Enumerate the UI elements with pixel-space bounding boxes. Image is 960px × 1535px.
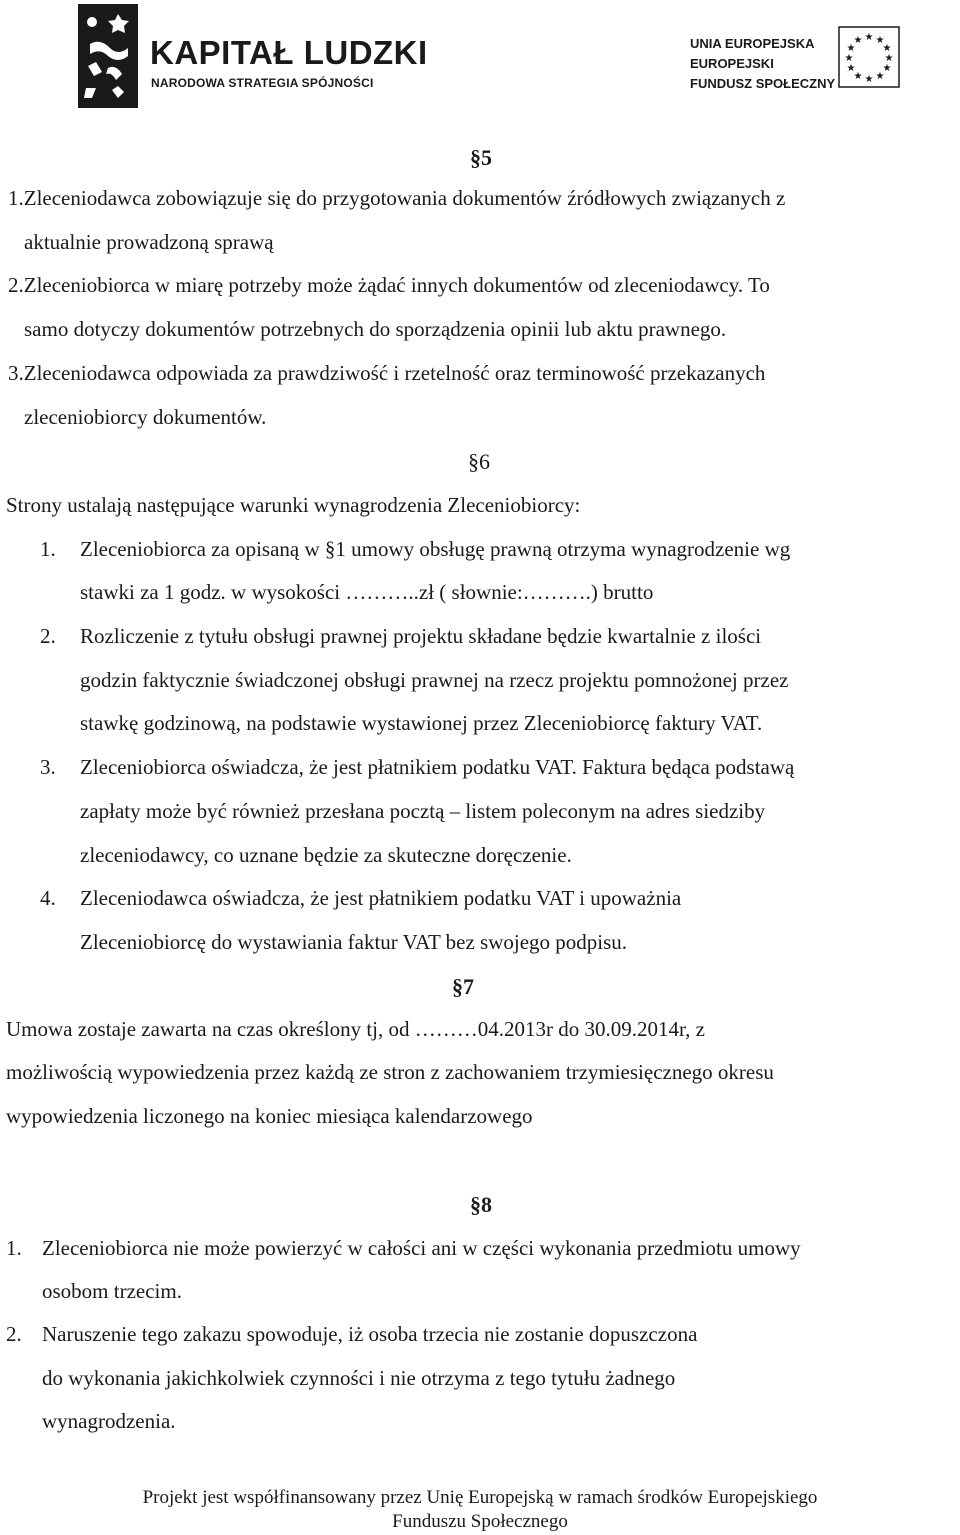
s6-item2-line2: godzin faktycznie świadczonej obsługi prawnej na rzecz projektu pomnożonej przez [80,668,789,692]
s8-item2-line2: do wykonania jakichkolwiek czynności i nie otrzyma z tego tytułu żadnego [42,1366,676,1390]
svg-text:★: ★ [846,43,856,54]
s8-item2-line1: Naruszenie tego zakazu spowoduje, iż osoba trzecia nie zostanie dopuszczona [42,1322,698,1346]
eu-line2: EUROPEJSKI [690,56,774,71]
s6-item3-line1: Zleceniobiorca oświadcza, że jest płatnikiem podatku VAT. Faktura będąca podstawą [80,755,795,779]
svg-text:★: ★ [864,74,874,85]
s5-p1-line2: aktualnie prowadzoną sprawą [24,230,274,254]
kapital-ludzki-logo [78,4,428,112]
s5-p3-line1: 3.Zleceniodawca odpowiada za prawdziwość i rzetelność oraz terminowość przekazanych [8,361,766,385]
eu-flag-icon [838,26,900,88]
section-7-heading: §7 [452,974,474,999]
s5-p2-line2: samo dotyczy dokumentów potrzebnych do sporządzenia opinii lub aktu prawnego. [24,317,727,341]
s6-num-4: 4. [40,886,56,910]
svg-text:★: ★ [844,53,854,64]
s5-p1-line1: 1.Zleceniodawca zobowiązuje się do przygotowania dokumentów źródłowych związanych z [8,186,786,210]
section-6-heading: §6 [468,449,490,474]
svg-text:★: ★ [875,35,885,46]
s6-item2-line3: stawkę godzinową, na podstawie wystawionej przez Zleceniobiorcę faktury VAT. [80,711,763,735]
svg-text:★: ★ [882,43,892,54]
eu-line1: UNIA EUROPEJSKA [690,36,815,51]
s6-num-2: 2. [40,624,56,648]
kl-title: KAPITAŁ LUDZKI [150,34,428,71]
s6-item4-line1: Zleceniodawca oświadcza, że jest płatnikiem podatku VAT i upoważnia [80,886,682,910]
s5-p3-line2: zleceniobiorcy dokumentów. [24,405,267,429]
kapital-ludzki-mark-icon [78,4,138,108]
s6-num-3: 3. [40,755,56,779]
s6-num-1: 1. [40,537,56,561]
s8-item1-line2: osobom trzecim. [42,1279,182,1303]
section-5-heading: §5 [470,145,492,170]
s8-item2-line3: wynagrodzenia. [42,1409,176,1433]
svg-text:★: ★ [882,63,892,74]
eu-line3: FUNDUSZ SPOŁECZNY [690,76,836,91]
s8-item1-line1: Zleceniobiorca nie może powierzyć w całości ani w części wykonania przedmiotu umowy [42,1236,801,1260]
svg-text:★: ★ [853,71,863,82]
svg-text:★: ★ [864,32,874,43]
svg-text:★: ★ [875,71,885,82]
footer-line1: Projekt jest współfinansowany przez Unię Europejską w ramach środków Europejskiego [142,1487,818,1508]
svg-text:★: ★ [853,35,863,46]
s6-item4-line2: Zleceniobiorcę do wystawiania faktur VAT bez swojego podpisu. [80,930,628,954]
s6-intro: Strony ustalają następujące warunki wynagrodzenia Zleceniobiorcy: [6,493,581,517]
s6-item3-line3: zleceniodawcy, co uznane będzie za skuteczne doręczenie. [80,843,572,867]
s6-item1-line1: Zleceniobiorca za opisaną w §1 umowy obsługę prawną otrzyma wynagrodzenie wg [80,537,791,561]
s6-item3-line2: zapłaty może być również przesłana pocztą – listem poleconym na adres siedziby [80,799,766,823]
section-8-heading: §8 [470,1192,492,1217]
footer-line2: Funduszu Społecznego [392,1511,568,1532]
s7-line2: możliwością wypowiedzenia przez każdą ze stron z zachowaniem trzymiesięcznego okresu [6,1060,774,1084]
svg-text:★: ★ [884,53,894,64]
svg-text:★: ★ [846,63,856,74]
s6-item2-line1: Rozliczenie z tytułu obsługi prawnej projektu składane będzie kwartalnie z ilości [80,624,762,648]
kl-subtitle: NARODOWA STRATEGIA SPÓJNOŚCI [151,76,374,90]
s5-p2-line1: 2.Zleceniobiorca w miarę potrzeby może żądać innych dokumentów od zleceniodawcy. To [8,273,770,297]
s7-line3: wypowiedzenia liczonego na koniec miesiąca kalendarzowego [6,1104,533,1128]
s8-num-1: 1. [6,1236,22,1260]
s8-num-2: 2. [6,1322,22,1346]
s6-item1-line2: stawki za 1 godz. w wysokości ………..zł ( słownie:……….) brutto [80,580,654,604]
s7-line1: Umowa zostaje zawarta na czas określony tj, od ………04.2013r do 30.09.2014r, z [6,1017,705,1041]
eu-logo [690,22,920,102]
